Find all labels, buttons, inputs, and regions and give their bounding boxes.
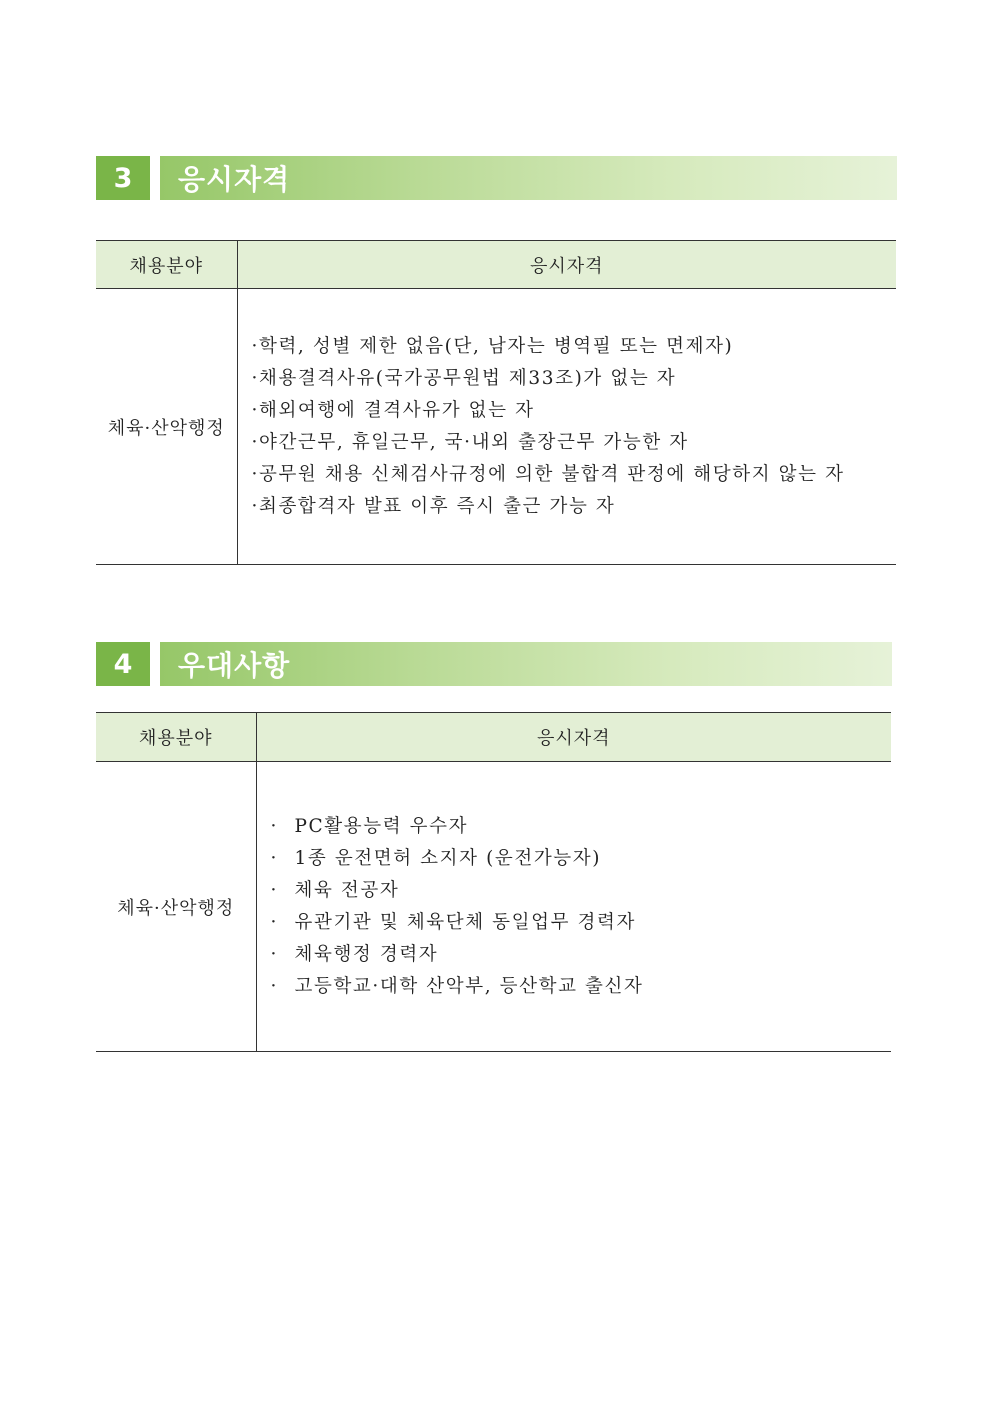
list-item (252, 491, 896, 523)
list-item-text: 체육행정 경력자 (294, 943, 439, 965)
bullet: · (270, 911, 278, 933)
field-cell: 체육·산악행정 (96, 762, 256, 1052)
list-item-text: 야간근무, 휴일근무, 국·내외 출장근무 가능한 자 (258, 431, 689, 453)
list-item-text: 유관기관 및 체육단체 동일업무 경력자 (294, 911, 636, 933)
list-item-text: 학력, 성별 제한 없음(단, 남자는 병역필 또는 면제자) (258, 335, 734, 357)
section-3-header (96, 156, 897, 200)
list-item (271, 971, 891, 1003)
list-item (252, 363, 896, 395)
table-row (96, 289, 896, 565)
bullet: · (270, 975, 278, 997)
list-item-text: 채용결격사유(국가공무원법 제33조)가 없는 자 (258, 367, 677, 389)
column-header-field: 채용분야 (96, 241, 237, 289)
bullet: · (251, 495, 259, 517)
column-header-qualification: 응시자격 (237, 241, 896, 289)
bullet: · (270, 815, 278, 837)
preferences-table (96, 712, 891, 1052)
bullet: · (251, 367, 259, 389)
list-item-text: 1종 운전면허 소지자 (운전가능자) (294, 847, 602, 869)
bullet: · (251, 399, 259, 421)
list-item-text: PC활용능력 우수자 (294, 815, 469, 837)
list-item (252, 331, 896, 363)
list-item (271, 907, 891, 939)
list-item-text: 체육 전공자 (294, 879, 400, 901)
list-item (252, 427, 896, 459)
list-item (252, 459, 896, 491)
list-item (252, 395, 896, 427)
section-number: 4 (96, 642, 150, 686)
bullet: · (251, 463, 259, 485)
list-item (271, 939, 891, 971)
section-4-header (96, 642, 892, 686)
bullet: · (270, 943, 278, 965)
list-item-text: 고등학교·대학 산악부, 등산학교 출신자 (294, 975, 644, 997)
list-item-text: 최종합격자 발표 이후 즉시 출근 가능 자 (258, 495, 616, 517)
field-cell: 체육·산악행정 (96, 289, 237, 565)
column-header-qualification: 응시자격 (256, 713, 891, 762)
list-item (271, 875, 891, 907)
column-header-field: 채용분야 (96, 713, 256, 762)
preferences-cell (256, 762, 891, 1052)
bullet: · (270, 847, 278, 869)
requirements-list (252, 331, 896, 523)
preferences-list (271, 811, 891, 1003)
list-item (271, 811, 891, 843)
list-item-text: 해외여행에 결격사유가 없는 자 (258, 399, 535, 421)
bullet: · (251, 431, 259, 453)
list-item (271, 843, 891, 875)
qualifications-table (96, 240, 896, 565)
table-row (96, 762, 891, 1052)
section-number: 3 (96, 156, 150, 200)
bullet: · (270, 879, 278, 901)
list-item-text: 공무원 채용 신체검사규정에 의한 불합격 판정에 해당하지 않는 자 (258, 463, 845, 485)
section-title: 응시자격 (160, 156, 897, 200)
bullet: · (251, 335, 259, 357)
section-title: 우대사항 (160, 642, 892, 686)
requirements-cell (237, 289, 896, 565)
